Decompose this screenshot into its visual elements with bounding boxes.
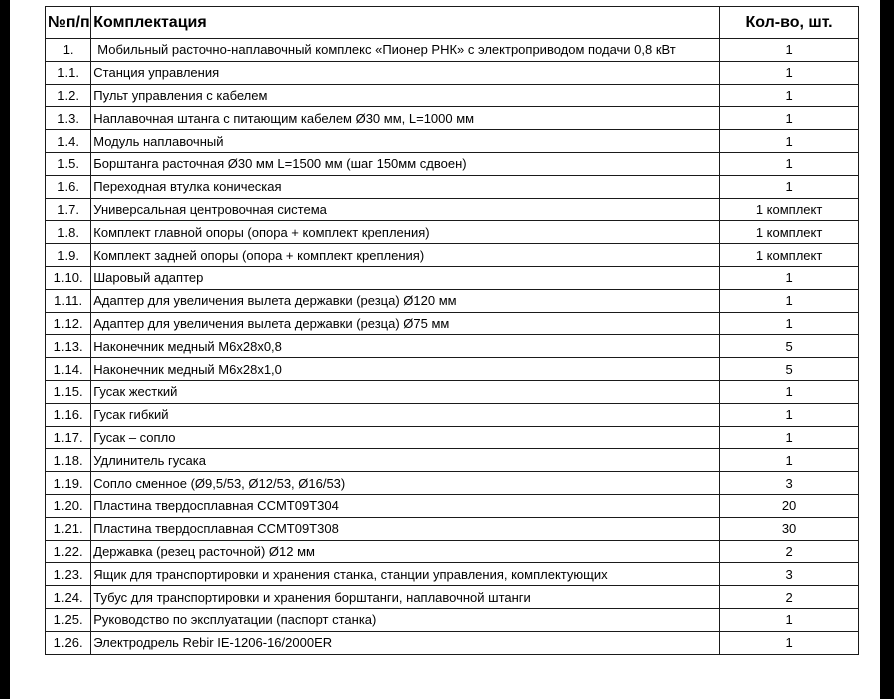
- row-number: 1.3.: [46, 107, 91, 130]
- left-frame-bar: [0, 0, 10, 699]
- row-item-name: Тубус для транспортировки и хранения борштанги, наплавочной штанги: [91, 586, 720, 609]
- equipment-table: [45, 6, 859, 655]
- row-item-name: Пластина твердосплавная CCMT09T304: [91, 494, 720, 517]
- row-quantity: 1: [720, 449, 859, 472]
- row-number: 1.15.: [46, 380, 91, 403]
- row-quantity: 2: [720, 540, 859, 563]
- row-number: 1.12.: [46, 312, 91, 335]
- row-quantity: 2: [720, 586, 859, 609]
- row-number: 1.7.: [46, 198, 91, 221]
- row-quantity: 5: [720, 358, 859, 381]
- row-item-name: Мобильный расточно-наплавочный комплекс «Пионер РНК» с электроприводом подачи 0,8 кВт: [91, 39, 720, 62]
- row-item-name: Электродрель Rebir IE-1206-16/2000ER: [91, 631, 720, 654]
- table-row: [46, 540, 859, 563]
- row-quantity: 1: [720, 403, 859, 426]
- row-item-name: Гусак – сопло: [91, 426, 720, 449]
- row-quantity: 1: [720, 631, 859, 654]
- row-number: 1.1.: [46, 61, 91, 84]
- row-item-name: Удлинитель гусака: [91, 449, 720, 472]
- row-number: 1.23.: [46, 563, 91, 586]
- row-number: 1.25.: [46, 608, 91, 631]
- table-row: [46, 335, 859, 358]
- table-row: [46, 517, 859, 540]
- row-quantity: 20: [720, 494, 859, 517]
- row-item-name: Комплект главной опоры (опора + комплект крепления): [91, 221, 720, 244]
- row-item-name: Сопло сменное (Ø9,5/53, Ø12/53, Ø16/53): [91, 472, 720, 495]
- row-quantity: 1: [720, 130, 859, 153]
- right-frame-bar: [880, 0, 894, 699]
- table-row: [46, 130, 859, 153]
- row-number: 1.20.: [46, 494, 91, 517]
- row-item-name: Державка (резец расточной) Ø12 мм: [91, 540, 720, 563]
- row-item-name: Адаптер для увеличения вылета державки (резца) Ø120 мм: [91, 289, 720, 312]
- row-quantity: 1: [720, 39, 859, 62]
- row-quantity: 30: [720, 517, 859, 540]
- table-row: [46, 312, 859, 335]
- table-row: [46, 175, 859, 198]
- table-row: [46, 289, 859, 312]
- row-quantity: 1: [720, 289, 859, 312]
- row-quantity: 3: [720, 563, 859, 586]
- row-item-name: Ящик для транспортировки и хранения станка, станции управления, комплектующих: [91, 563, 720, 586]
- row-quantity: 1: [720, 266, 859, 289]
- row-number: 1.13.: [46, 335, 91, 358]
- table-row: [46, 586, 859, 609]
- table-row: [46, 244, 859, 267]
- table-row: [46, 39, 859, 62]
- row-number: 1.2.: [46, 84, 91, 107]
- row-number: 1.26.: [46, 631, 91, 654]
- row-number: 1.9.: [46, 244, 91, 267]
- table-row: [46, 449, 859, 472]
- table-row: [46, 107, 859, 130]
- table-row: [46, 84, 859, 107]
- table-row: [46, 472, 859, 495]
- table-row: [46, 152, 859, 175]
- row-quantity: 1: [720, 608, 859, 631]
- row-item-name: Станция управления: [91, 61, 720, 84]
- header-equipment: Комплектация: [91, 7, 720, 39]
- row-number: 1.17.: [46, 426, 91, 449]
- row-item-name: Шаровый адаптер: [91, 266, 720, 289]
- row-quantity: 1: [720, 84, 859, 107]
- row-item-name: Универсальная центровочная система: [91, 198, 720, 221]
- table-row: [46, 403, 859, 426]
- row-item-name: Наконечник медный М6x28x0,8: [91, 335, 720, 358]
- row-quantity: 1: [720, 175, 859, 198]
- header-number: №п/п: [46, 7, 91, 39]
- table-row: [46, 221, 859, 244]
- table-row: [46, 608, 859, 631]
- row-number: 1.10.: [46, 266, 91, 289]
- row-number: 1.11.: [46, 289, 91, 312]
- row-item-name: Пульт управления с кабелем: [91, 84, 720, 107]
- table-row: [46, 266, 859, 289]
- table-body: [46, 39, 859, 655]
- row-number: 1.24.: [46, 586, 91, 609]
- row-number: 1.18.: [46, 449, 91, 472]
- row-number: 1.: [46, 39, 91, 62]
- table-row: [46, 358, 859, 381]
- row-item-name: Переходная втулка коническая: [91, 175, 720, 198]
- row-quantity: 1: [720, 380, 859, 403]
- table-row: [46, 380, 859, 403]
- row-item-name: Пластина твердосплавная CCMT09T308: [91, 517, 720, 540]
- table-row: [46, 198, 859, 221]
- row-quantity: 3: [720, 472, 859, 495]
- table-row: [46, 563, 859, 586]
- row-quantity: 1: [720, 426, 859, 449]
- row-quantity: 1: [720, 107, 859, 130]
- row-item-name: Модуль наплавочный: [91, 130, 720, 153]
- row-quantity: 1 комплект: [720, 244, 859, 267]
- row-number: 1.14.: [46, 358, 91, 381]
- header-quantity: Кол-во, шт.: [720, 7, 859, 39]
- row-number: 1.4.: [46, 130, 91, 153]
- row-number: 1.6.: [46, 175, 91, 198]
- row-number: 1.19.: [46, 472, 91, 495]
- row-item-name: Гусак жесткий: [91, 380, 720, 403]
- row-number: 1.5.: [46, 152, 91, 175]
- row-number: 1.8.: [46, 221, 91, 244]
- table-row: [46, 61, 859, 84]
- row-number: 1.16.: [46, 403, 91, 426]
- row-number: 1.21.: [46, 517, 91, 540]
- row-quantity: 1: [720, 312, 859, 335]
- row-item-name: Гусак гибкий: [91, 403, 720, 426]
- row-quantity: 5: [720, 335, 859, 358]
- row-item-name: Наконечник медный М6x28x1,0: [91, 358, 720, 381]
- row-item-name: Наплавочная штанга с питающим кабелем Ø30 мм, L=1000 мм: [91, 107, 720, 130]
- row-quantity: 1: [720, 61, 859, 84]
- row-quantity: 1 комплект: [720, 198, 859, 221]
- row-item-name: Руководство по эксплуатации (паспорт станка): [91, 608, 720, 631]
- row-quantity: 1 комплект: [720, 221, 859, 244]
- table-row: [46, 494, 859, 517]
- row-item-name: Адаптер для увеличения вылета державки (резца) Ø75 мм: [91, 312, 720, 335]
- table-header-row: [46, 7, 859, 39]
- row-item-name: Комплект задней опоры (опора + комплект крепления): [91, 244, 720, 267]
- row-number: 1.22.: [46, 540, 91, 563]
- row-quantity: 1: [720, 152, 859, 175]
- table-row: [46, 631, 859, 654]
- table-row: [46, 426, 859, 449]
- row-item-name: Борштанга расточная Ø30 мм L=1500 мм (шаг 150мм сдвоен): [91, 152, 720, 175]
